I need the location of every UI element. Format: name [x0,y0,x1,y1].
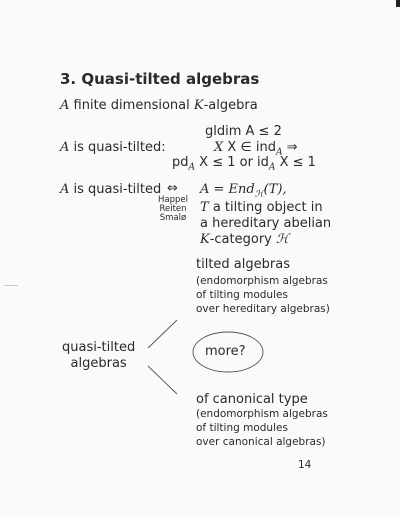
theorem-lhs: A is quasi-tilted [60,182,162,197]
definition-cond-pd-id: $pd_A$ X ≤ 1 or $id_A$ X ≤ 1 [172,155,316,173]
lower-branch-desc: (endomorphism algebras of tilting modules over canonical algebras) [196,408,328,448]
attribution: Happel Reiten Smalø [158,195,188,223]
root-node: quasi-tilted algebras [62,340,136,371]
definition-cond-ind: X X ∈ ind$_A$ ⇒ [214,140,298,158]
intro-line: A finite dimensional K-algebra [60,98,258,113]
lower-branch-title: of canonical type [196,392,308,407]
definition-cond-gldim: gldim A ≤ 2 [205,124,282,139]
middle-node-label: more? [205,344,246,359]
equivalence-arrow: ⇔ [167,181,178,196]
upper-branch-desc: (endomorphism algebras of tilting modules over hereditary algebras) [196,275,330,315]
definition-lhs: A is quasi-tilted: [60,140,166,155]
theorem-line-1: A = End$_ℋ$(T), [200,182,287,200]
theorem-line-2: T a tilting object in [200,200,323,215]
upper-branch-title: tilted algebras [196,257,290,272]
theorem-line-3: a hereditary abelian [200,216,332,231]
theorem-line-4: K-category ℋ [200,232,289,247]
page-number: 14 [298,459,312,471]
lower-branch-line [148,366,177,394]
upper-branch-line [148,320,177,348]
section-title: 3. Quasi-tilted algebras [60,70,260,88]
